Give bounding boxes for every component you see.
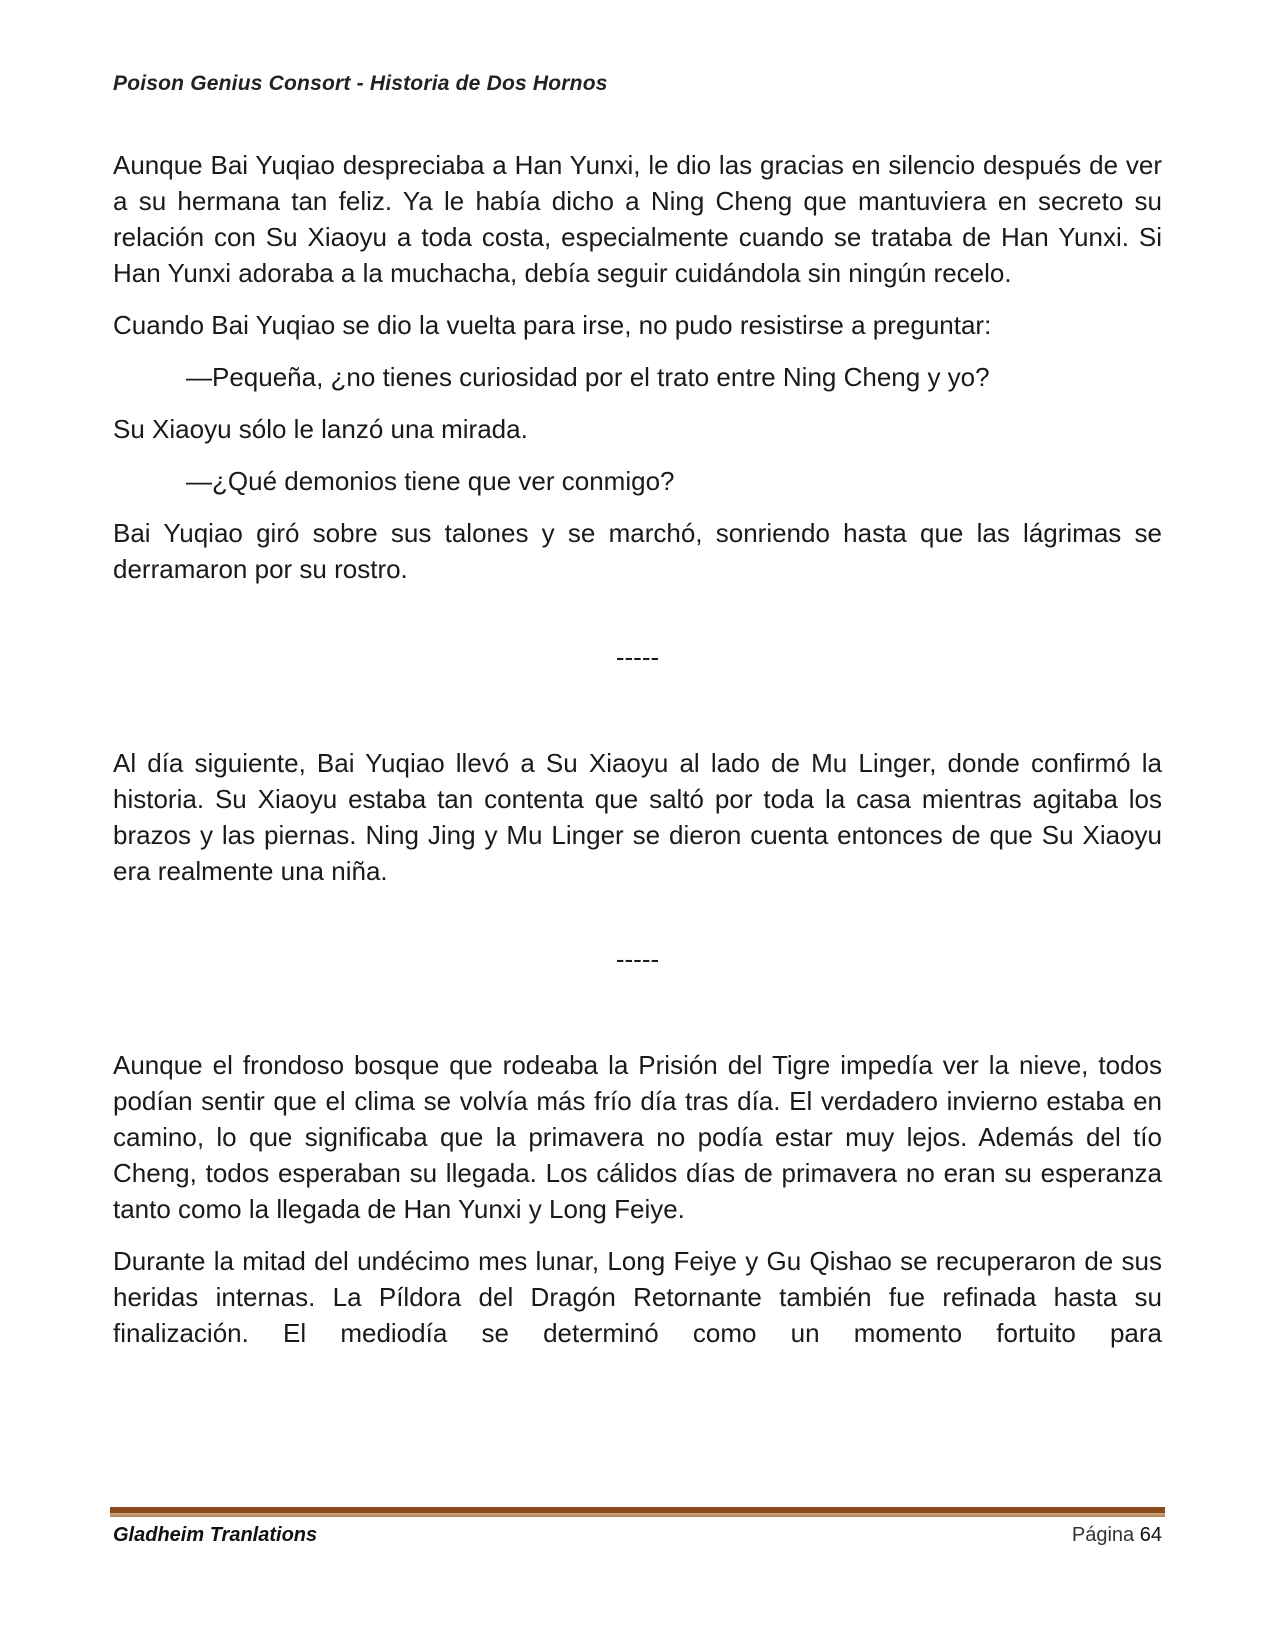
header-chapter-title: Historia de Dos Hornos	[369, 72, 608, 95]
paragraph: Aunque el frondoso bosque que rodeaba la Prisión del Tigre impedía ver la nieve, todos podían sentir que el clima se volvía más frío día tras día. El verdadero invierno estaba en camino, lo que significaba que la primavera no podía estar muy lejos. Además del tío Cheng, todos esperaban su llegada. Los cálidos días de primavera no eran su esperanza tanto como la llegada de Han Yunxi y Long Feiye.	[113, 1050, 1162, 1224]
footer-divider	[110, 1507, 1165, 1515]
header-series-title: Poison Genius Consort	[113, 72, 351, 95]
page-number-label	[1072, 1524, 1162, 1547]
scene-separator: -----	[615, 944, 660, 974]
page-number: 64	[1139, 1524, 1162, 1546]
paragraph: Durante la mitad del undécimo mes lunar, Long Feiye y Gu Qishao se recuperaron de sus heridas internas. La Píldora del Dragón Retornante también fue refinada hasta su finalización. El mediodía se determinó como un momento fortuito para	[113, 1246, 1162, 1348]
paragraph: Al día siguiente, Bai Yuqiao llevó a Su Xiaoyu al lado de Mu Linger, donde confirmó la historia. Su Xiaoyu estaba tan contenta que saltó por toda la casa mientras agitaba los brazos y las piernas. Ning Jing y Mu Linger se dieron cuenta entonces de que Su Xiaoyu era realmente una niña.	[113, 748, 1162, 886]
page-header	[113, 72, 608, 96]
header-separator: -	[350, 72, 370, 95]
paragraph: Cuando Bai Yuqiao se dio la vuelta para irse, no pudo resistirse a preguntar:	[113, 310, 992, 340]
paragraph: Su Xiaoyu sólo le lanzó una mirada.	[113, 414, 528, 444]
page-content	[113, 147, 1162, 1367]
paragraph: Aunque Bai Yuqiao despreciaba a Han Yunxi, le dio las gracias en silencio después de ver a su hermana tan feliz. Ya le había dicho a Ning Cheng que mantuviera en secreto su relación con Su Xiaoyu a toda costa, especialmente cuando se trataba de Han Yunxi. Si Han Yunxi adoraba a la muchacha, debía seguir cuidándola sin ningún recelo.	[113, 150, 1162, 288]
paragraph: Bai Yuqiao giró sobre sus talones y se marchó, sonriendo hasta que las lágrimas se derramaron por su rostro.	[113, 518, 1162, 584]
dialogue-line: —Pequeña, ¿no tienes curiosidad por el trato entre Ning Cheng y yo?	[186, 362, 990, 392]
scene-separator: -----	[615, 642, 660, 672]
page-label: Página	[1071, 1524, 1135, 1546]
dialogue-line: —¿Qué demonios tiene que ver conmigo?	[186, 466, 675, 496]
footer-publisher: Gladheim Tranlations	[113, 1524, 318, 1546]
footer-divider-thin	[110, 1515, 1165, 1517]
